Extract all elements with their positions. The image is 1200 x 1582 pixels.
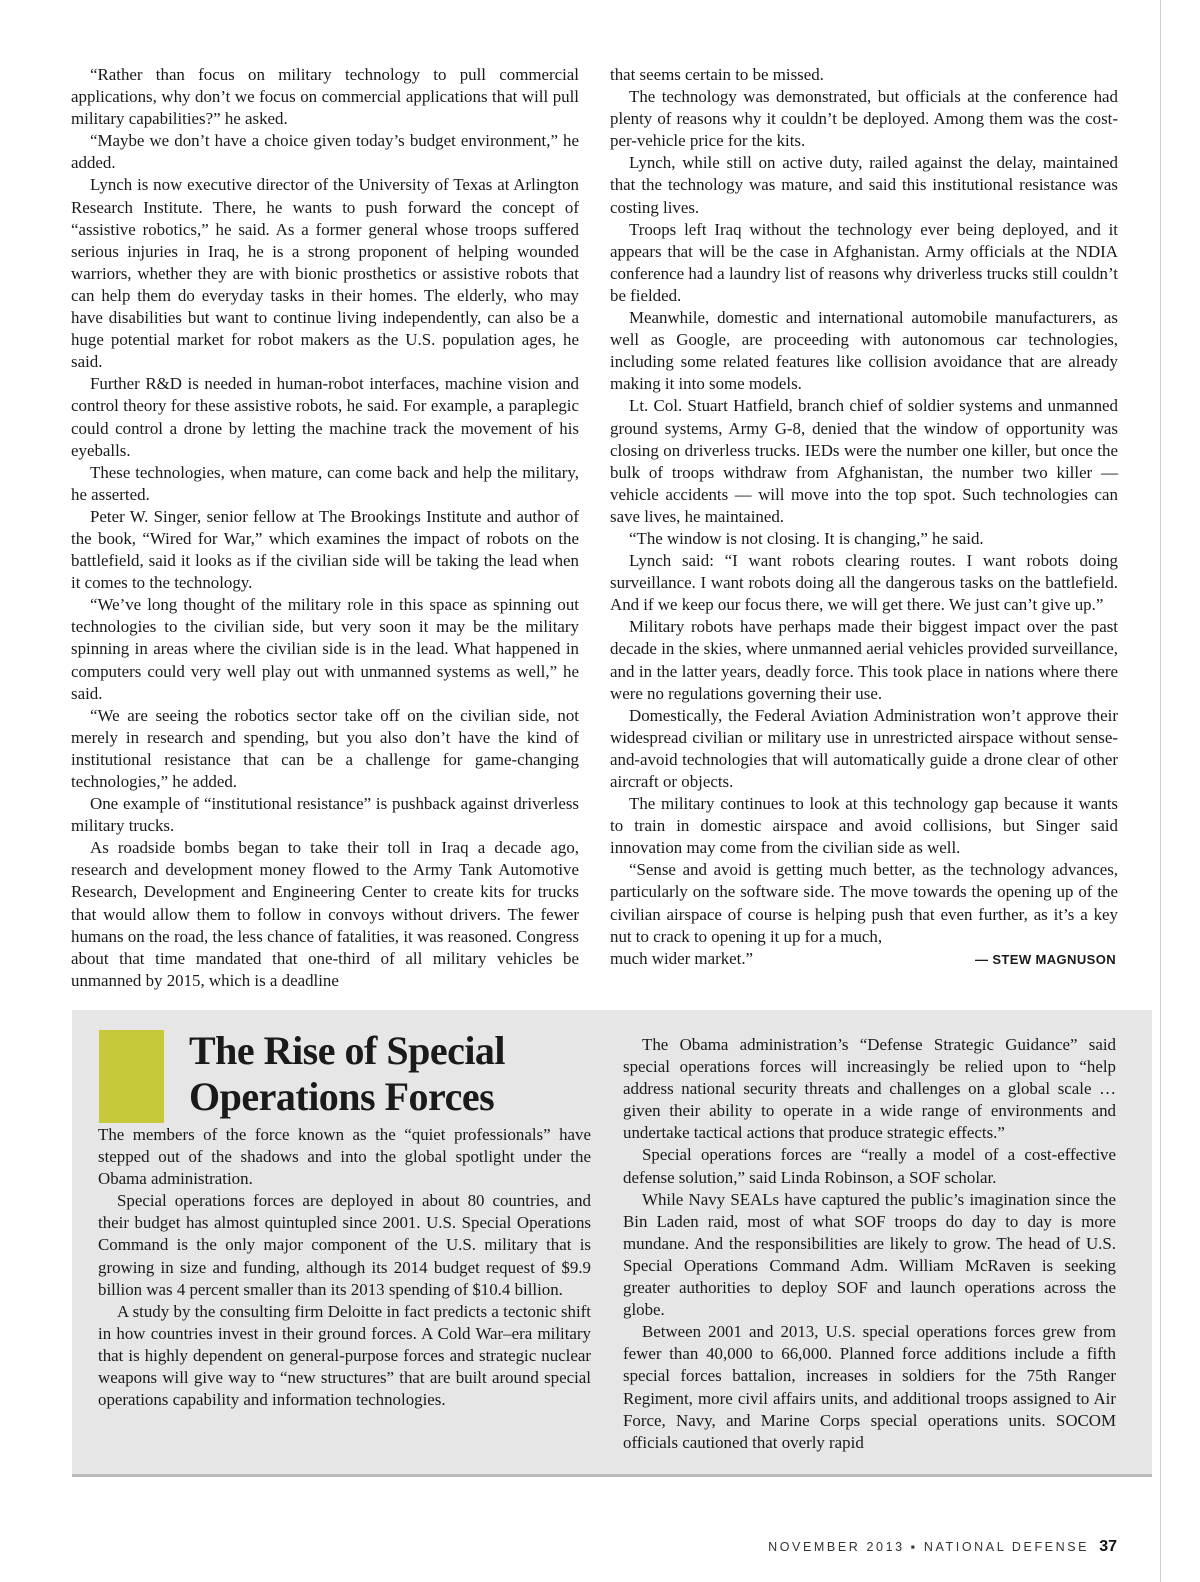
- paragraph: Lynch said: “I want robots clearing routes. I want robots doing surveillance. I want robots doing all the dangerous tasks on the battlefield. And if we keep our focus there, we will get there. We just can’t give up.”: [610, 551, 1118, 615]
- paragraph: Meanwhile, domestic and international automobile manufacturers, as well as Google, are proceeding with autonomous car technologies, including some related features like collision avoidance that are already making it into some models.: [610, 308, 1118, 394]
- page-footer: [768, 1538, 1117, 1556]
- page-number: 37: [1099, 1538, 1117, 1555]
- issue-date: NOVEMBER 2013: [768, 1540, 905, 1554]
- paragraph: The technology was demonstrated, but officials at the conference had plenty of reasons why it couldn’t be deployed. Among them was the cost-per-vehicle price for the kits.: [610, 87, 1118, 151]
- paragraph: “We are seeing the robotics sector take off on the civilian side, not merely in research and spending, but you also don’t have the kind of institutional resistance that can be a challenge for game-changing technologies,” he added.: [71, 705, 579, 791]
- sidebar-column-left: [98, 1124, 591, 1411]
- paragraph: Lynch, while still on active duty, railed against the delay, maintained that the technology was mature, and said this institutional resistance was costing lives.: [610, 153, 1118, 217]
- paragraph: The members of the force known as the “quiet professionals” have stepped out of the shadows and into the global spotlight under the Obama administration.: [98, 1125, 591, 1189]
- paragraph: The military continues to look at this technology gap because it wants to train in domestic airspace and avoid collisions, but Singer said innovation may come from the civilian side as well.: [610, 794, 1118, 858]
- paragraph: As roadside bombs began to take their toll in Iraq a decade ago, research and development money flowed to the Army Tank Automotive Research, Development and Engineering Center to create kits for trucks that would allow them to follow in convoys without drivers. The fewer humans on the road, the less chance of fatalities, it was reasoned. Congress about that time mandated that one-third of all military vehicles be unmanned by 2015, which is a deadline: [71, 838, 579, 990]
- paragraph: Peter W. Singer, senior fellow at The Brookings Institute and author of the book, “Wired for War,” which examines the impact of robots on the battlefield, said it looks as if the civilian side will be taking the lead when it comes to the technology.: [71, 506, 579, 593]
- paragraph-continuation: that seems certain to be missed.: [610, 65, 824, 84]
- main-article: [71, 64, 1118, 994]
- sidebar-column-right: [623, 1034, 1116, 1454]
- paragraph: Troops left Iraq without the technology ever being deployed, and it appears that will be the case in Afghanistan. Army officials at the NDIA conference had a laundry list of reasons why driverless trucks still couldn’t be fielded.: [610, 219, 1118, 305]
- paragraph: These technologies, when mature, can come back and help the military, he asserted.: [71, 462, 579, 504]
- paragraph: The Obama administration’s “Defense Strategic Guidance” said special operations forces will increasingly be relied upon to “help address national security threats and challenges on a global scale … given their ability to operate in a wide range of environments and undertake tactical actions that produce strategic effects.”: [623, 1035, 1116, 1143]
- closing-line: [610, 948, 1118, 971]
- sidebar-accent-block: [99, 1030, 164, 1123]
- paragraph: Military robots have perhaps made their biggest impact over the past decade in the skies, where unmanned aerial vehicles provided surveillance, and in the latter years, deadly force. This took place in nations where there were no regulations governing their use.: [610, 617, 1118, 703]
- paragraph: While Navy SEALs have captured the public’s imagination since the Bin Laden raid, most of what SOF troops do day to day is more mundane. And the responsibilities are likely to grow. The head of U.S. Special Operations Command Adm. William McRaven is seeking greater authorities to deploy SOF and launch operations across the globe.: [623, 1189, 1116, 1320]
- paragraph: Lynch is now executive director of the University of Texas at Arlington Research Institute. There, he wants to push forward the concept of “assistive robotics,” he said. As a former general whose troops suffered serious injuries in Iraq, he is a strong proponent of helping wounded warriors, whether they are with bionic prosthetics or assistive robots that can help them do everyday tasks in their homes. The elderly, who may have disabilities but want to continue living independently, can also be a huge potential market for robot makers as the U.S. population ages, he said.: [71, 175, 579, 372]
- page-edge-rule: [1160, 0, 1161, 1582]
- sidebar-title: The Rise of Special Operations Forces: [189, 1028, 506, 1119]
- article-column-right: [610, 64, 1118, 994]
- article-column-left: [71, 64, 579, 994]
- paragraph: Special operations forces are deployed in about 80 countries, and their budget has almost quintupled since 2001. U.S. Special Operations Command is the only major component of the U.S. military that is growing in size and funding, although its 2014 budget request of $9.9 billion was 4 percent smaller than its 2013 spending of $10.4 billion.: [98, 1191, 591, 1299]
- paragraph: A study by the consulting firm Deloitte in fact predicts a tectonic shift in how countries invest in their ground forces. A Cold War–era military that is highly dependent on general-purpose forces and strategic nuclear weapons will give way to “new structures” that are built around special operations capability and information technologies.: [98, 1301, 591, 1410]
- closing-text: much wider market.”: [610, 948, 754, 968]
- paragraph: “We’ve long thought of the military role in this space as spinning out technologies to the civilian side, but very soon it may be the military spinning in areas where the civilian side is in the lead. What happened in computers could very well play out with unmanned systems as well,” he said.: [71, 595, 579, 703]
- paragraph: Further R&D is needed in human-robot interfaces, machine vision and control theory for these assistive robots, he said. For example, a paraplegic could control a drone by letting the machine track the movement of his eyeballs.: [71, 374, 579, 460]
- publication-name: NATIONAL DEFENSE: [923, 1540, 1090, 1554]
- author-byline: — STEW MAGNUSON: [974, 951, 1116, 967]
- paragraph: “Rather than focus on military technology to pull commercial applications, why don’t we focus on commercial applications that will pull military capabilities?” he asked.: [71, 65, 579, 129]
- paragraph: Domestically, the Federal Aviation Administration won’t approve their widespread civilian or military use in unrestricted airspace without sense-and-avoid technologies that will automatically guide a drone clear of other aircraft or objects.: [610, 705, 1118, 791]
- paragraph: “Sense and avoid is getting much better, as the technology advances, particularly on the software side. The move towards the opening up of the civilian airspace of course is helping push that even further, as it’s a key nut to crack to opening it up for a much,: [610, 860, 1118, 946]
- paragraph: Special operations forces are “really a model of a cost-effective defense solution,” said Linda Robinson, a SOF scholar.: [623, 1145, 1116, 1187]
- paragraph: “The window is not closing. It is changing,” he said.: [629, 528, 984, 548]
- sidebar-box: [72, 1010, 1152, 1477]
- paragraph: Lt. Col. Stuart Hatfield, branch chief of soldier systems and unmanned ground systems, Army G-8, denied that the window of opportunity was closing on driverless trucks. IEDs were the number one killer, but once the bulk of troops withdraw from Afghanistan, the number two killer — vehicle accidents — will move into the top spot. Such technologies can save lives, he maintained.: [610, 396, 1118, 526]
- paragraph: Between 2001 and 2013, U.S. special operations forces grew from fewer than 40,000 to 66,000. Planned force additions include a fifth special forces battalion, increases in soldiers for the 75th Ranger Regiment, more civil affairs units, and additional troops assigned to Air Force, Navy, and Marine Corps special operations units. SOCOM officials cautioned that overly rapid: [623, 1322, 1116, 1452]
- paragraph: One example of “institutional resistance” is pushback against driverless military trucks.: [71, 794, 579, 836]
- paragraph: “Maybe we don’t have a choice given today’s budget environment,” he added.: [71, 131, 579, 173]
- separator-icon: ▪: [910, 1540, 918, 1554]
